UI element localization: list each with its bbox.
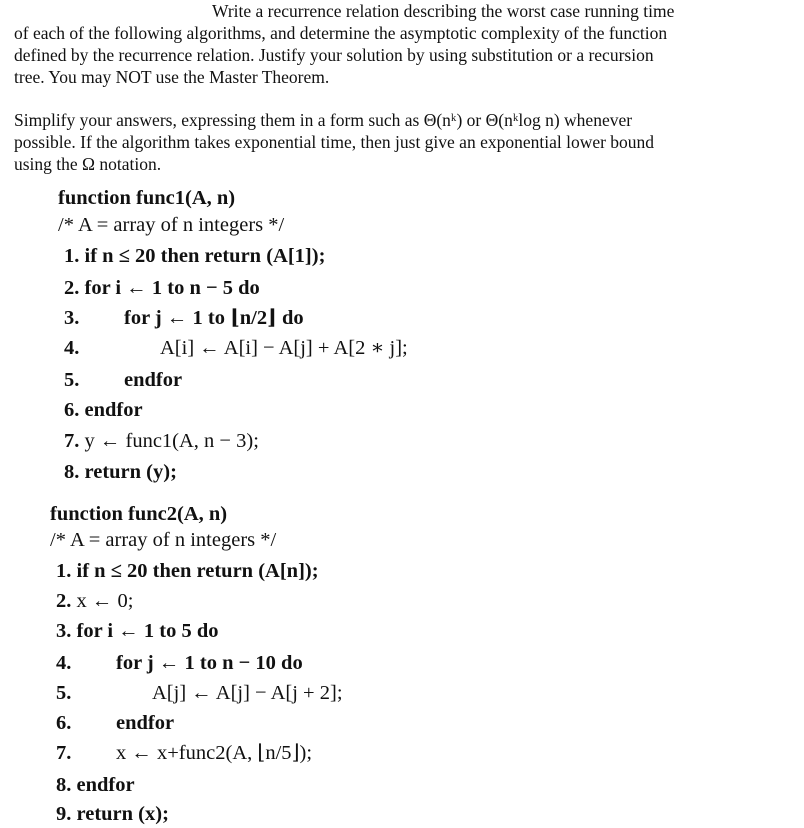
simplify-line: Simplify your answers, expressing them in a form such as Θ(nᵏ) or Θ(nᵏlog n) whenever xyxy=(14,110,633,130)
func1-line-8 xyxy=(64,458,177,486)
instructions-paragraph xyxy=(14,0,790,88)
func1-header: function func1(A, n) xyxy=(58,187,236,209)
func2-line-4 xyxy=(56,649,303,677)
line-number: 6. xyxy=(56,712,72,734)
line-number: 2. xyxy=(56,590,72,612)
func2-line-1 xyxy=(56,557,319,585)
simplify-paragraph xyxy=(14,109,790,175)
line-code: A[i] ← A[i] − A[j] + A[2 ∗ j]; xyxy=(160,337,408,359)
func1-comment: /* A = array of n integers */ xyxy=(58,214,285,236)
line-number: 6. xyxy=(64,399,80,421)
line-code: return (x); xyxy=(76,803,169,825)
line-number: 9. xyxy=(56,803,72,825)
line-number: 5. xyxy=(64,369,80,391)
func1-line-6 xyxy=(64,396,143,424)
func2-line-8 xyxy=(56,771,135,799)
line-code: return (y); xyxy=(84,461,177,483)
line-code: A[j] ← A[j] − A[j + 2]; xyxy=(152,682,343,704)
line-number: 4. xyxy=(56,652,72,674)
func2-comment: /* A = array of n integers */ xyxy=(50,529,277,551)
func2-line-9 xyxy=(56,800,169,828)
instructions-line: tree. You may NOT use the Master Theorem. xyxy=(14,67,330,87)
line-number: 8. xyxy=(64,461,80,483)
func2-line-6 xyxy=(56,709,175,737)
line-number: 2. xyxy=(64,277,80,299)
func1-line-4 xyxy=(64,334,408,362)
line-code: for i ← 1 to 5 do xyxy=(76,620,219,642)
func2-line-2 xyxy=(56,587,133,615)
line-code: for j ← 1 to n − 10 do xyxy=(116,652,303,674)
func1-line-1 xyxy=(64,242,325,270)
func1-line-3 xyxy=(64,304,304,332)
line-number: 1. xyxy=(64,245,80,267)
line-code: endfor xyxy=(84,399,143,421)
line-code: endfor xyxy=(76,774,135,796)
line-code: endfor xyxy=(116,712,175,734)
func2-line-7 xyxy=(56,739,313,767)
func2-header: function func2(A, n) xyxy=(50,503,228,525)
simplify-line: possible. If the algorithm takes exponential time, then just give an exponential lower bound xyxy=(14,132,655,152)
simplify-line: using the Ω notation. xyxy=(14,154,162,174)
line-number: 5. xyxy=(56,682,72,704)
line-code: endfor xyxy=(124,369,183,391)
instructions-line: defined by the recurrence relation. Justify your solution by using substitution or a recursion xyxy=(14,45,654,65)
line-code: if n ≤ 20 then return (A[1]); xyxy=(84,245,326,267)
line-code: y ← func1(A, n − 3); xyxy=(84,430,259,452)
func1-line-2 xyxy=(64,274,260,302)
line-number: 7. xyxy=(64,430,80,452)
instructions-line: Write a recurrence relation describing the worst case running time xyxy=(212,1,675,21)
line-number: 3. xyxy=(56,620,72,642)
line-number: 4. xyxy=(64,337,80,359)
line-code: for i ← 1 to n − 5 do xyxy=(84,277,260,299)
line-number: 3. xyxy=(64,307,80,329)
instructions-line: of each of the following algorithms, and determine the asymptotic complexity of the function xyxy=(14,23,668,43)
line-number: 8. xyxy=(56,774,72,796)
line-code: for j ← 1 to ⌊n/2⌋ do xyxy=(124,307,304,329)
func2-line-5 xyxy=(56,679,343,707)
func1-line-5 xyxy=(64,366,183,394)
line-code: if n ≤ 20 then return (A[n]); xyxy=(76,560,319,582)
line-number: 1. xyxy=(56,560,72,582)
line-number: 7. xyxy=(56,742,72,764)
func2-line-3 xyxy=(56,617,218,645)
func1-line-7 xyxy=(64,427,259,455)
line-code: x ← 0; xyxy=(76,590,134,612)
line-code: x ← x+func2(A, ⌊n/5⌋); xyxy=(116,742,313,764)
